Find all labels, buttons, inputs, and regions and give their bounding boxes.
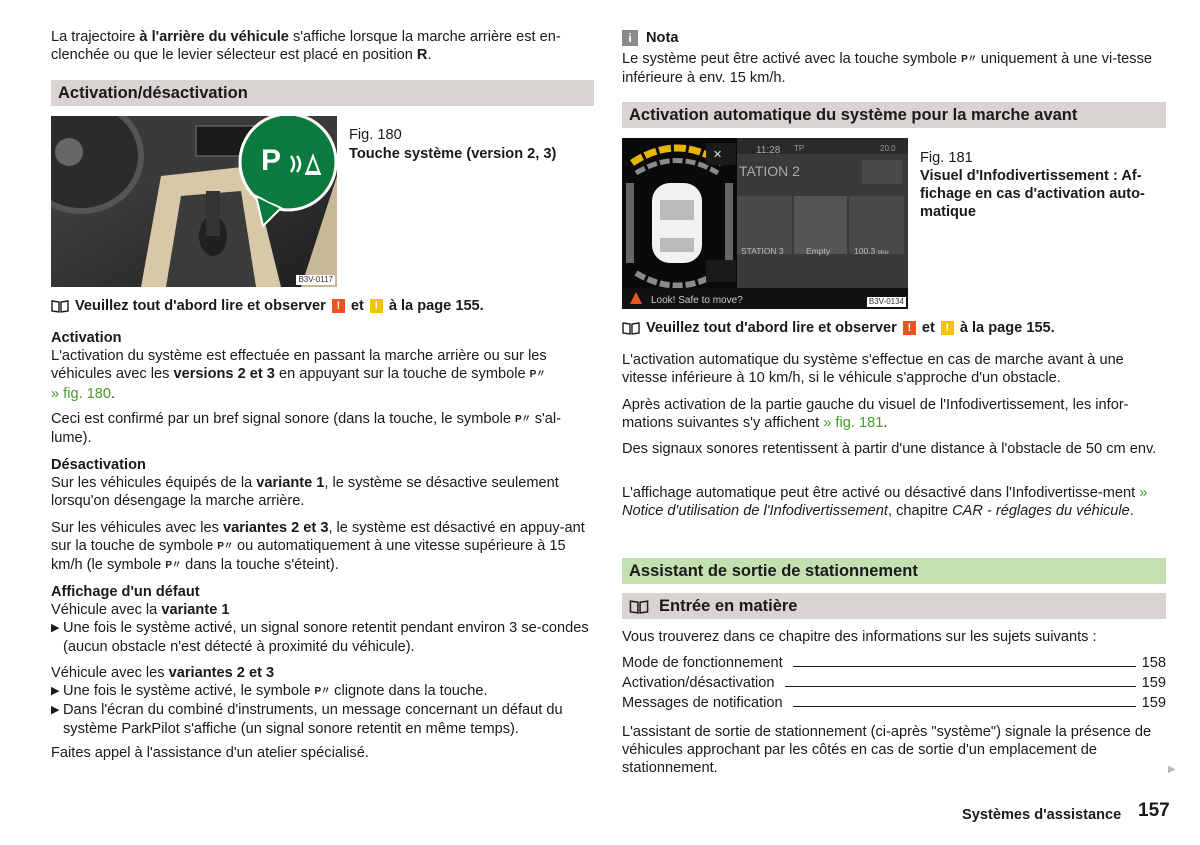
variant-2-bullet-1: ▶ Une fois le système activé, le symbole P〃 clignote dans la touche.: [51, 683, 488, 700]
variant-2-label: Véhicule avec les variantes 2 et 3: [51, 665, 275, 681]
activation-paragraph: L'activation du système est effectuée en passant la marche arrière ou sur les véhicules avec les versions 2 et 3 en appuyant sur la touche de symbole P〃 » fig. 180.: [51, 348, 547, 402]
sound-paragraph: Des signaux sonores retentissent à partir d'une distance à l'obstacle de 50 cm env.: [622, 441, 1157, 457]
p-symbol-icon: P〃: [314, 686, 331, 698]
book-icon: [629, 599, 649, 614]
workshop-paragraph: Faites appel à l'assistance d'un atelier spécialisé.: [51, 745, 369, 761]
p-symbol-icon: P〃: [165, 560, 182, 572]
confirm-paragraph: Ceci est confirmé par un bref signal sonore (dans la touche, le symbole P〃 s'al-lume).: [51, 411, 562, 447]
preset-1[interactable]: STATION 3: [741, 246, 784, 256]
figure-180-label: Fig. 180: [349, 127, 402, 143]
p-symbol-icon: P〃: [217, 541, 233, 553]
intro-paragraph: La trajectoire à l'arrière du véhicule s'affiche lorsque la marche arrière est en-clenchée ou que le levier sélecteur est placé en position R.: [51, 29, 561, 64]
toc-item[interactable]: Messages de notification 159: [622, 694, 1166, 711]
figure-180-image: [51, 116, 337, 287]
variant-2-block: [51, 664, 594, 738]
close-icon[interactable]: ✕: [713, 149, 723, 161]
p-symbol-icon: P〃: [961, 54, 977, 65]
fig-180-link[interactable]: » fig. 180: [51, 385, 112, 402]
nota-header: [622, 29, 678, 47]
read-first-note-left: Veuillez tout d'abord lire et observer ! et ! à la page 155.: [51, 297, 484, 315]
deactivation-paragraph-1: Sur les véhicules équipés de la variante 1, le système se désactive seulement lorsqu'on désengage la marche arrière.: [51, 475, 559, 510]
deactivation-heading: Désactivation: [51, 457, 146, 473]
toc-item[interactable]: Mode de fonctionnement 158: [622, 654, 1166, 671]
toc-item[interactable]: Activation/désactivation 159: [622, 674, 1166, 691]
page-number: 157: [1138, 800, 1170, 821]
figure-code: B3V-0134: [868, 297, 904, 306]
fig-181-link[interactable]: » fig. 181: [823, 415, 884, 432]
variant-1-label: Véhicule avec la variante 1: [51, 602, 230, 619]
toc-list: [622, 652, 1166, 712]
book-icon: [622, 321, 640, 335]
fault-heading: Affichage d'un défaut: [51, 584, 200, 600]
manual-link[interactable]: »: [1139, 485, 1148, 501]
deactivation-paragraph-2: Sur les véhicules avec les variantes 2 et 3, le système est désactivé en appuy-ant sur la touche de symbole P〃 ou automatiquement à une vitesse supérieure à 15 km/h (le symbole P〃 dans la touche s'éteint).: [51, 520, 585, 574]
p-button-letter: P: [261, 144, 282, 177]
read-first-note-right: Veuillez tout d'abord lire et observer ! et ! à la page 155.: [622, 319, 1055, 337]
figure-180-caption: Touche système (version 2, 3): [349, 146, 557, 162]
intro-text: Vous trouverez dans ce chapitre des informations sur les sujets suivants :: [622, 629, 1097, 645]
p-symbol-icon: P〃: [529, 369, 546, 381]
section-title-auto-activation: Activation automatique du système pour la marche avant: [622, 102, 1166, 128]
intro-title: Entrée en matière: [659, 597, 798, 615]
screen-tp: TP: [794, 144, 805, 153]
preset-3[interactable]: 100.3 MHz: [854, 246, 889, 256]
variant-1-bullet: ▶ Une fois le système activé, un signal sonore retentit pendant environ 3 se-condes (aucun obstacle n'est détecté à proximité du véhicule).: [51, 620, 589, 655]
activation-block: [51, 329, 594, 403]
warning-red-icon: !: [332, 299, 345, 313]
intro-subtitle-bar: [622, 593, 1166, 619]
screen-station: TATION 2: [739, 163, 800, 179]
auto-activation-paragraph: L'activation automatique du système s'effectue en cas de marche avant à une vitesse inférieure à 10 km/h, si le véhicule s'approche d'un obstacle.: [622, 352, 1124, 387]
exit-assist-paragraph: L'assistant de sortie de stationnement (ci-après "système") signale la présence de véhicules approchant par les côtés en cas de sortie d'un emplacement de stationnement.: [622, 724, 1152, 777]
figure-181-label: Fig. 181: [920, 150, 973, 166]
info-icon: i: [622, 30, 638, 46]
steering-console-illustration: [51, 116, 337, 287]
screen-warning-text: Look! Safe to move?: [651, 295, 743, 306]
warning-red-icon: !: [903, 321, 916, 335]
toggle-paragraph: L'affichage automatique peut être activé ou désactivé dans l'Infodivertisse-ment » Notice d'utilisation de l'Infodivertissement, chapitre CAR - réglages du véhicule.: [622, 485, 1148, 520]
screen-temp: 20.0: [880, 144, 896, 153]
footer-section: Systèmes d'assistance: [962, 807, 1122, 823]
display-paragraph: Après activation de la partie gauche du visuel de l'Infodivertissement, les infor-mations suivantes s'y affichent » fig. 181.: [622, 397, 1129, 432]
nota-title: Nota: [646, 30, 679, 46]
warning-yellow-icon: !: [370, 299, 383, 313]
figure-code: B3V-0117: [298, 275, 333, 284]
figure-181-image: [622, 138, 908, 309]
warning-yellow-icon: !: [941, 321, 954, 335]
fault-block: [51, 583, 594, 656]
variant-2-bullet-2: ▶ Dans l'écran du combiné d'instruments, un message concernant un défaut du système ParkPilot s'affiche (un signal sonore retentit en même temps).: [51, 702, 563, 737]
deactivation-block: [51, 456, 594, 511]
screen-time: 11:28: [756, 145, 781, 156]
figure-181-caption: Visuel d'Infodivertissement : Af-fichage en cas d'activation auto-matique: [920, 168, 1145, 221]
continue-arrow-icon: ▶: [1168, 764, 1176, 775]
activation-heading: Activation: [51, 330, 122, 346]
book-icon: [51, 299, 69, 313]
park-sensor-icon: [287, 152, 321, 176]
preset-2[interactable]: Empty: [806, 246, 831, 256]
p-symbol-icon: P〃: [515, 414, 531, 425]
section-title-activation: Activation/désactivation: [51, 80, 594, 106]
section-title-exit-assist: Assistant de sortie de stationnement: [622, 558, 1166, 584]
nota-paragraph: Le système peut être activé avec la touche symbole P〃 uniquement à une vi-tesse inférieure à env. 15 km/h.: [622, 51, 1152, 87]
